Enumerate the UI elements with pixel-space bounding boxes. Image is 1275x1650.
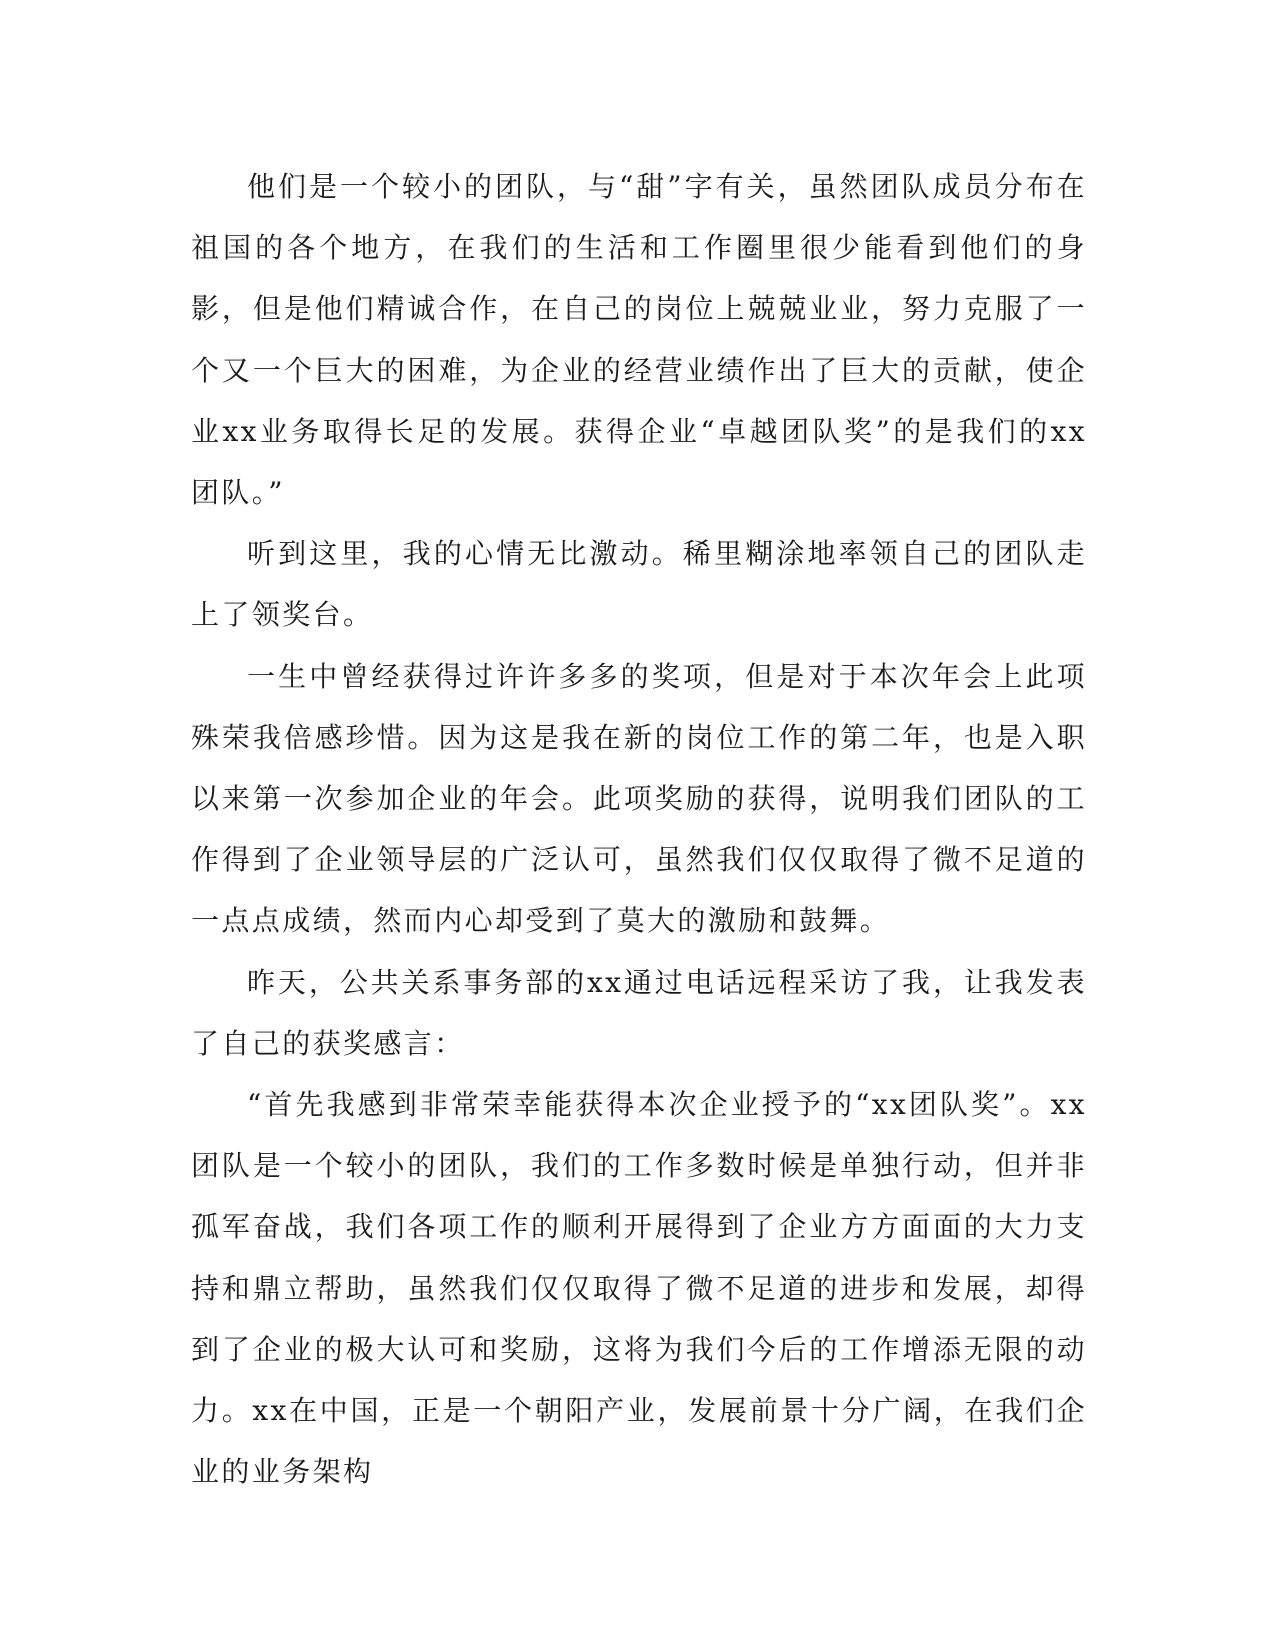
paragraph-3: 一生中曾经获得过许许多多的奖项，但是对于本次年会上此项殊荣我倍感珍惜。因为这是我在新的岗位工作的第二年，也是入职以来第一次参加企业的年会。此项奖励的获得，说明我们团队的工作得到了企业领导层的广泛认可，虽然我们仅仅取得了微不足道的一点点成绩，然而内心却受到了莫大的激励和鼓舞。 (191, 659, 1087, 938)
paragraph-1: 他们是一个较小的团队，与“甜”字有关，虽然团队成员分布在祖国的各个地方，在我们的生活和工作圈里很少能看到他们的身影，但是他们精诚合作，在自己的岗位上兢兢业业，努力克服了一个又一个巨大的困难，为企业的经营业绩作出了巨大的贡献，使企业xx业务取得长足的发展。获得企业“卓越团队奖”的是我们的xx团队。” (191, 170, 1087, 510)
paragraph-4: 昨天，公共关系事务部的xx通过电话远程采访了我，让我发表了自己的获奖感言： (191, 965, 1087, 1060)
document-body (191, 156, 1087, 1502)
paragraph-2: 听到这里，我的心情无比激动。稀里糊涂地率领自己的团队走上了领奖台。 (191, 537, 1087, 632)
paragraph-5: “首先我感到非常荣幸能获得本次企业授予的“xx团队奖”。xx团队是一个较小的团队，我们的工作多数时候是单独行动，但并非孤军奋战，我们各项工作的顺利开展得到了企业方方面面的大力支持和鼎立帮助，虽然我们仅仅取得了微不足道的进步和发展，却得到了企业的极大认可和奖励，这将为我们今后的工作增添无限的动力。xx在中国，正是一个朝阳产业，发展前景十分广阔，在我们企业的业务架构 (191, 1088, 1087, 1489)
